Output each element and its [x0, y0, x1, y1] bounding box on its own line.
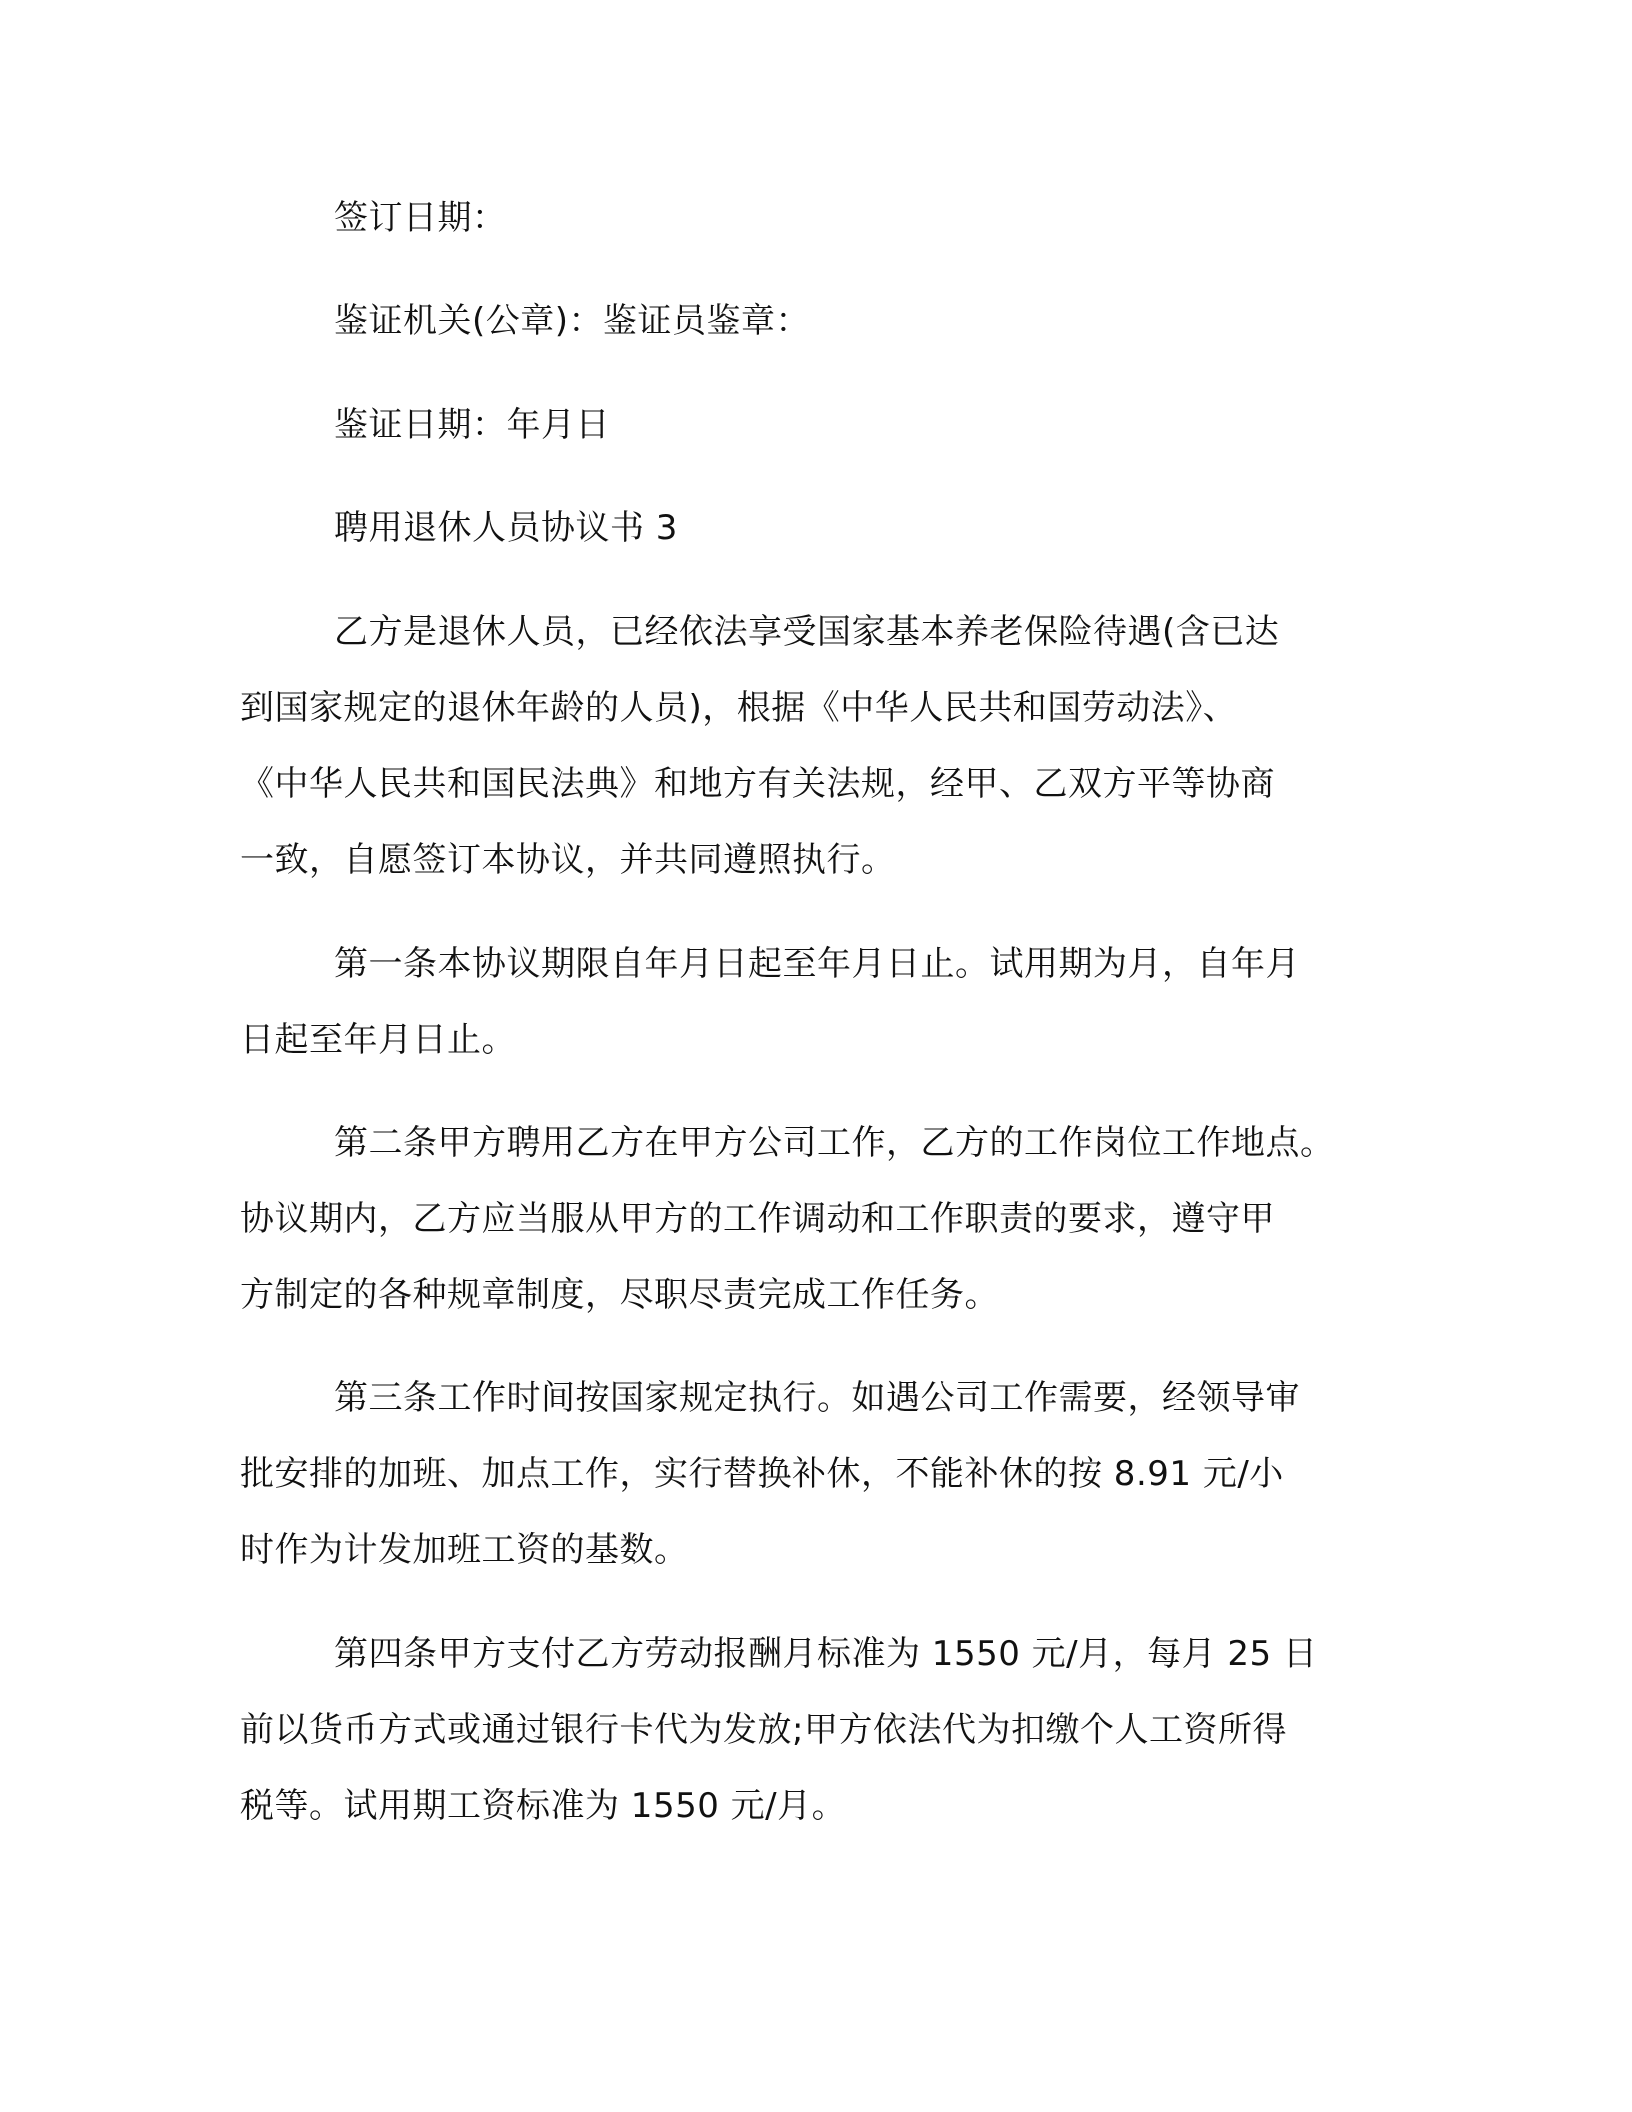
paragraph-line: 一致，自愿签订本协议，并共同遵照执行。 [240, 840, 896, 880]
paragraph-line: 第三条工作时间按国家规定执行。如遇公司工作需要，经领导审 [334, 1378, 1300, 1418]
paragraph-line: 《中华人民共和国民法典》和地方有关法规，经甲、乙双方平等协商 [240, 764, 1275, 804]
paragraph-line: 第四条甲方支付乙方劳动报酬月标准为 1550 元/月，每月 25 日 [334, 1634, 1318, 1674]
paragraph-line: 前以货币方式或通过银行卡代为发放;甲方依法代为扣缴个人工资所得 [240, 1710, 1287, 1750]
paragraph-line: 批安排的加班、加点工作，实行替换补休，不能补休的按 8.91 元/小 [240, 1454, 1284, 1494]
authentication-date-line: 鉴证日期：年月日 [334, 405, 610, 445]
authentication-authority-line: 鉴证机关(公章)：鉴证员鉴章： [334, 301, 811, 341]
paragraph-line: 方制定的各种规章制度，尽职尽责完成工作任务。 [240, 1275, 999, 1315]
paragraph-line: 乙方是退休人员，已经依法享受国家基本养老保险待遇(含已达 [334, 612, 1280, 652]
paragraph-line: 第二条甲方聘用乙方在甲方公司工作，乙方的工作岗位工作地点。 [334, 1123, 1335, 1163]
paragraph-line: 税等。试用期工资标准为 1550 元/月。 [240, 1786, 847, 1826]
paragraph-line: 到国家规定的退休年龄的人员)，根据《中华人民共和国劳动法》、 [240, 688, 1238, 728]
paragraph-line: 第一条本协议期限自年月日起至年月日止。试用期为月，自年月 [334, 944, 1300, 984]
paragraph-line: 时作为计发加班工资的基数。 [240, 1530, 689, 1570]
document-title: 聘用退休人员协议书 3 [334, 508, 678, 548]
signing-date-line: 签订日期： [334, 198, 507, 238]
paragraph-line: 日起至年月日止。 [240, 1020, 516, 1060]
paragraph-line: 协议期内，乙方应当服从甲方的工作调动和工作职责的要求，遵守甲 [240, 1199, 1275, 1239]
